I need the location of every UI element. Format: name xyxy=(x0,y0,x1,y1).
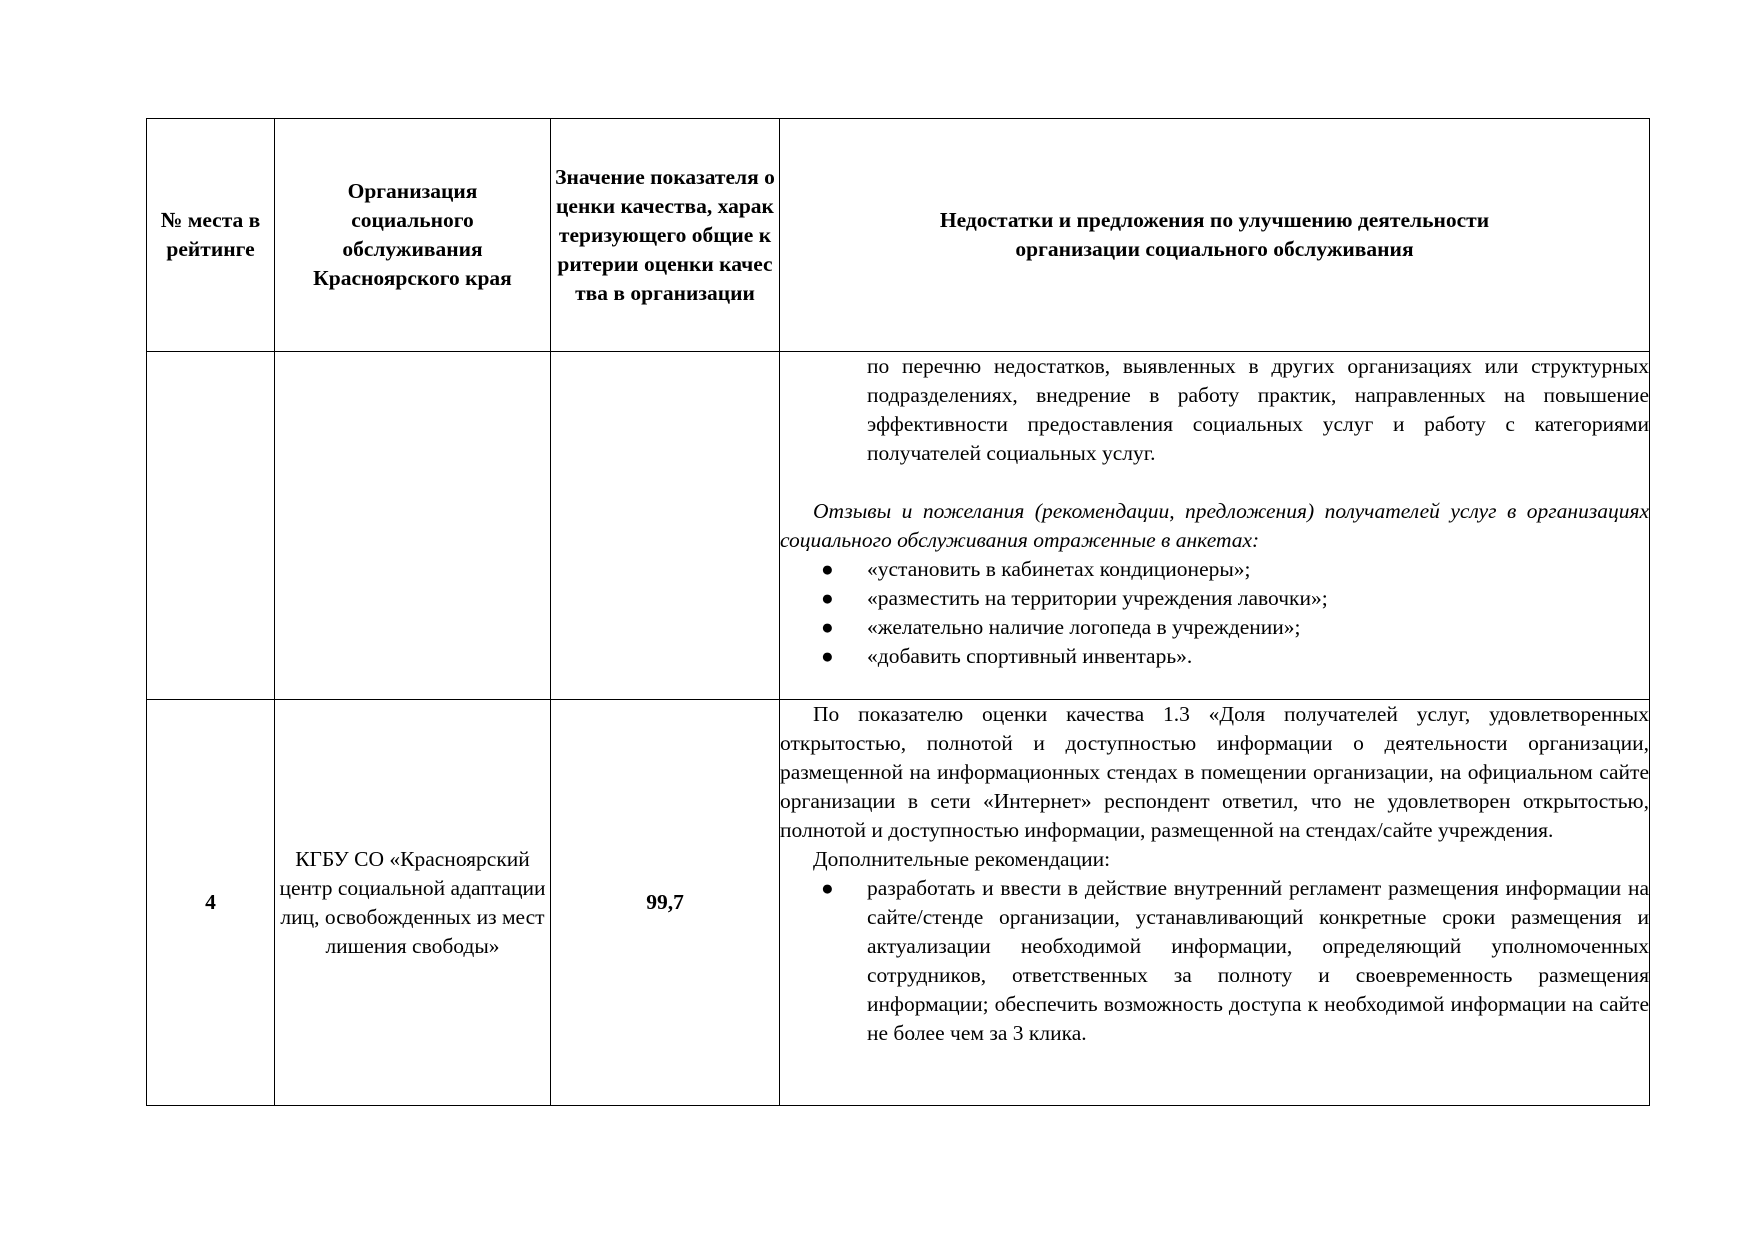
bullet-icon: ● xyxy=(821,586,834,610)
list-item xyxy=(780,874,1649,1048)
header-place xyxy=(147,119,275,352)
cell-organization-empty xyxy=(275,352,551,700)
header-place-label: № места в рейтинге xyxy=(160,208,261,261)
quality-score: 99,7 xyxy=(646,890,684,914)
rating-table xyxy=(146,118,1650,1106)
bullet-icon: ● xyxy=(821,615,834,639)
recommendations-label: Дополнительные рекомендации: xyxy=(813,847,1111,871)
feedback-item-text: «установить в кабинетах кондиционеры»; xyxy=(867,557,1251,581)
table-row xyxy=(147,700,1650,1106)
list-item xyxy=(780,642,1649,671)
table-row-continuation xyxy=(147,352,1650,700)
bullet-icon: ● xyxy=(821,644,834,668)
finding-text: По показателю оценки качества 1.3 «Доля получателей услуг, удовлетворенных открытостью, полнотой и доступностью информации о деятельности организации, размещенной на информационных стендах в помещении организации, на официальном сайте организации в сети «Интернет» респондент ответил, что не удовлетворен открытостью, полнотой и доступностью информации, размещенной на стендах/сайте учреждения. xyxy=(780,702,1649,842)
header-shortcomings-label: Недостатки и предложения по улучшению деятельности организации социального обслуживания xyxy=(939,208,1490,261)
header-value-label: Значение показателя оценки качества, характеризующего общие критерии оценки качества в организации xyxy=(555,164,775,305)
place-number: 4 xyxy=(205,890,216,914)
cell-value-empty xyxy=(551,352,780,700)
header-organization-label: Организация социального обслуживания Красноярского края xyxy=(313,179,512,290)
list-item xyxy=(780,613,1649,642)
feedback-intro: Отзывы и пожелания (рекомендации, предложения) получателей услуг в организациях социального обслуживания отраженные в анкетах: xyxy=(780,499,1649,552)
cell-place xyxy=(147,700,275,1106)
feedback-item-text: «желательно наличие логопеда в учреждении»; xyxy=(867,615,1301,639)
header-organization xyxy=(275,119,551,352)
bullet-icon: ● xyxy=(821,557,834,581)
recommendation-text: разработать и ввести в действие внутренний регламент размещения информации на сайте/стенде организации, устанавливающий конкретные сроки размещения и актуализации необходимой информации, определяющий уполномоченных сотрудников, ответственных за полноту и своевременность размещения информации; обеспечить возможность доступа к необходимой информации на сайте не более чем за 3 клика. xyxy=(867,876,1649,1045)
feedback-list xyxy=(780,555,1649,671)
cell-shortcomings-continuation xyxy=(780,352,1650,700)
header-value xyxy=(551,119,780,352)
carryover-text: по перечню недостатков, выявленных в других организациях или структурных подразделениях, внедрение в работу практик, направленных на повышение эффективности предоставления социальных услуг и работу с категориями получателей социальных услуг. xyxy=(867,354,1649,465)
cell-organization xyxy=(275,700,551,1106)
list-item xyxy=(780,584,1649,613)
feedback-item-text: «разместить на территории учреждения лавочки»; xyxy=(867,586,1328,610)
cell-shortcomings xyxy=(780,700,1650,1106)
organization-name: КГБУ СО «Красноярский центр социальной адаптации лиц, освобожденных из мест лишения свободы» xyxy=(279,846,546,958)
cell-value xyxy=(551,700,780,1106)
recommendations-list xyxy=(780,874,1649,1048)
header-shortcomings xyxy=(780,119,1650,352)
list-item xyxy=(780,555,1649,584)
cell-place-empty xyxy=(147,352,275,700)
bullet-icon: ● xyxy=(821,876,834,900)
feedback-item-text: «добавить спортивный инвентарь». xyxy=(867,644,1193,668)
table-header-row xyxy=(147,119,1650,352)
